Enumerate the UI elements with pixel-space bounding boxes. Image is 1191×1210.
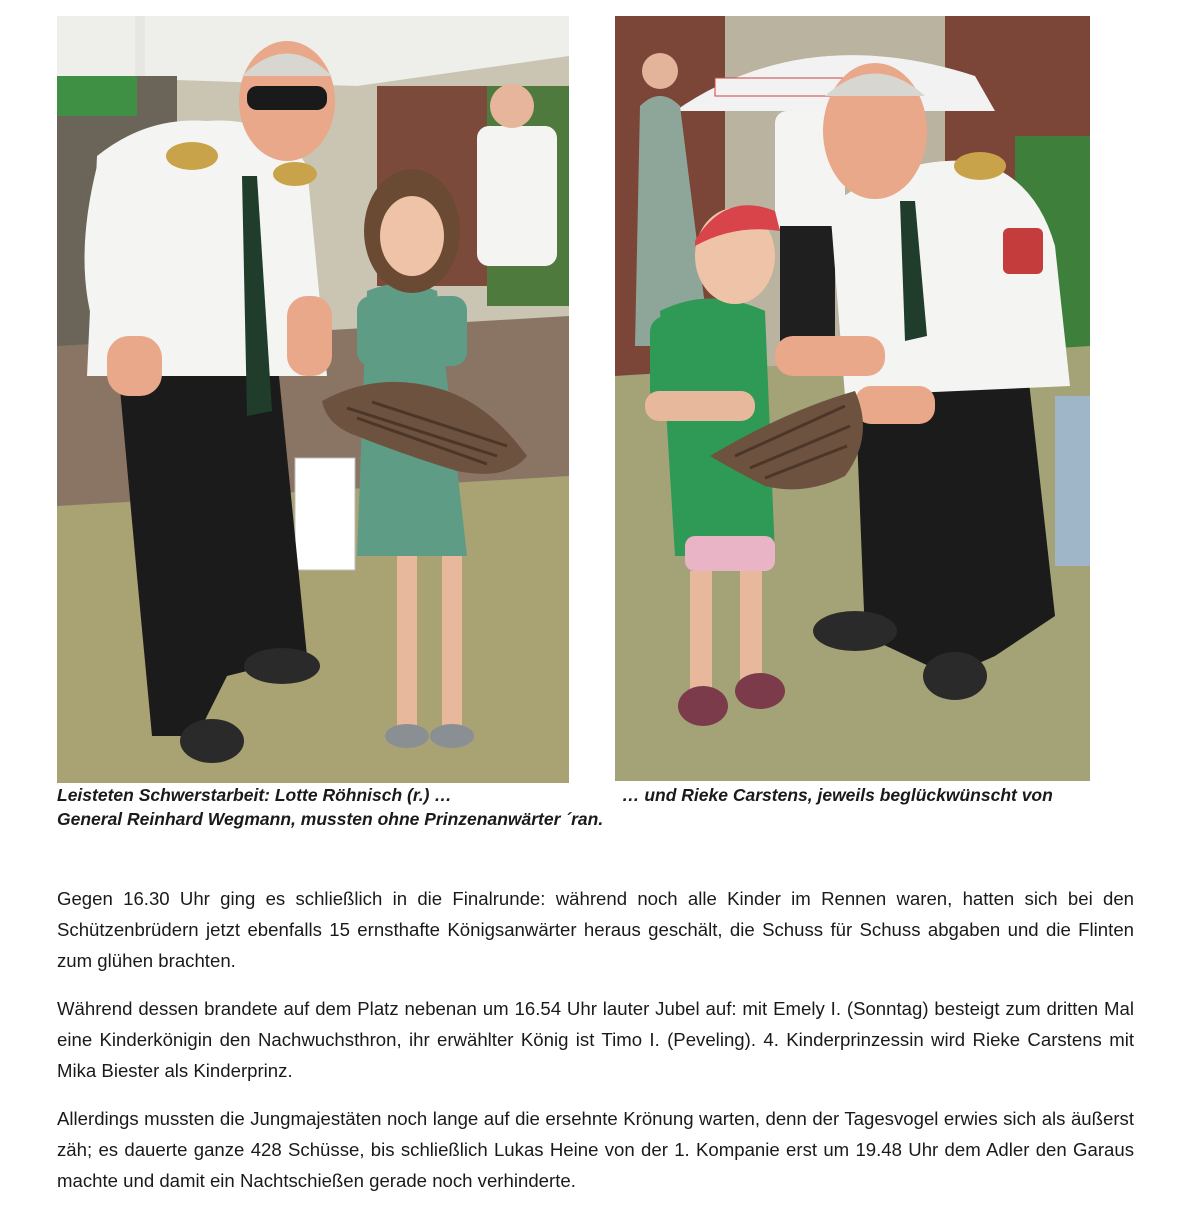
photo-right-image xyxy=(615,16,1090,781)
paragraph-3: Allerdings mussten die Jungmajestäten noch lange auf die ersehnte Krönung warten, denn der Tagesvogel erwies sich als äußerst zäh; es dauerte ganze 428 Schüsse, bis schließlich Lukas Heine von der 1. Kompanie erst um 19.48 Uhr dem Adler den Garaus machte und damit ein Nachtschießen gerade noch verhinderte. xyxy=(57,1108,1134,1191)
photo-left xyxy=(57,16,569,783)
photo-right xyxy=(615,16,1090,781)
paragraph-2: Während dessen brandete auf dem Platz nebenan um 16.54 Uhr lauter Jubel auf: mit Emely I. (Sonntag) besteigt zum dritten Mal eine Kinderkönigin den Nachwuchsthron, ihr erwählter König ist Timo I. (Peveling). 4. Kinderprinzessin wird Rieke Carstens mit Mika Biester als Kinderprinz. xyxy=(57,998,1134,1081)
caption-left-line1: Leisteten Schwerstarbeit: Lotte Röhnisch (r.) … xyxy=(57,785,452,805)
photo-left-image xyxy=(57,16,569,783)
paragraph-1: Gegen 16.30 Uhr ging es schließlich in die Finalrunde: während noch alle Kinder im Rennen waren, hatten sich bei den Schützenbrüdern jetzt ebenfalls 15 ernsthafte Königsanwärter heraus geschält, die Schuss für Schuss abgaben und die Flinten zum glühen brachten. xyxy=(57,888,1134,971)
caption-left-line2: General Reinhard Wegmann, mussten ohne Prinzenanwärter ´ran. xyxy=(57,809,604,829)
caption-right-line1: … und Rieke Carstens, jeweils beglückwünscht von xyxy=(622,785,1053,805)
